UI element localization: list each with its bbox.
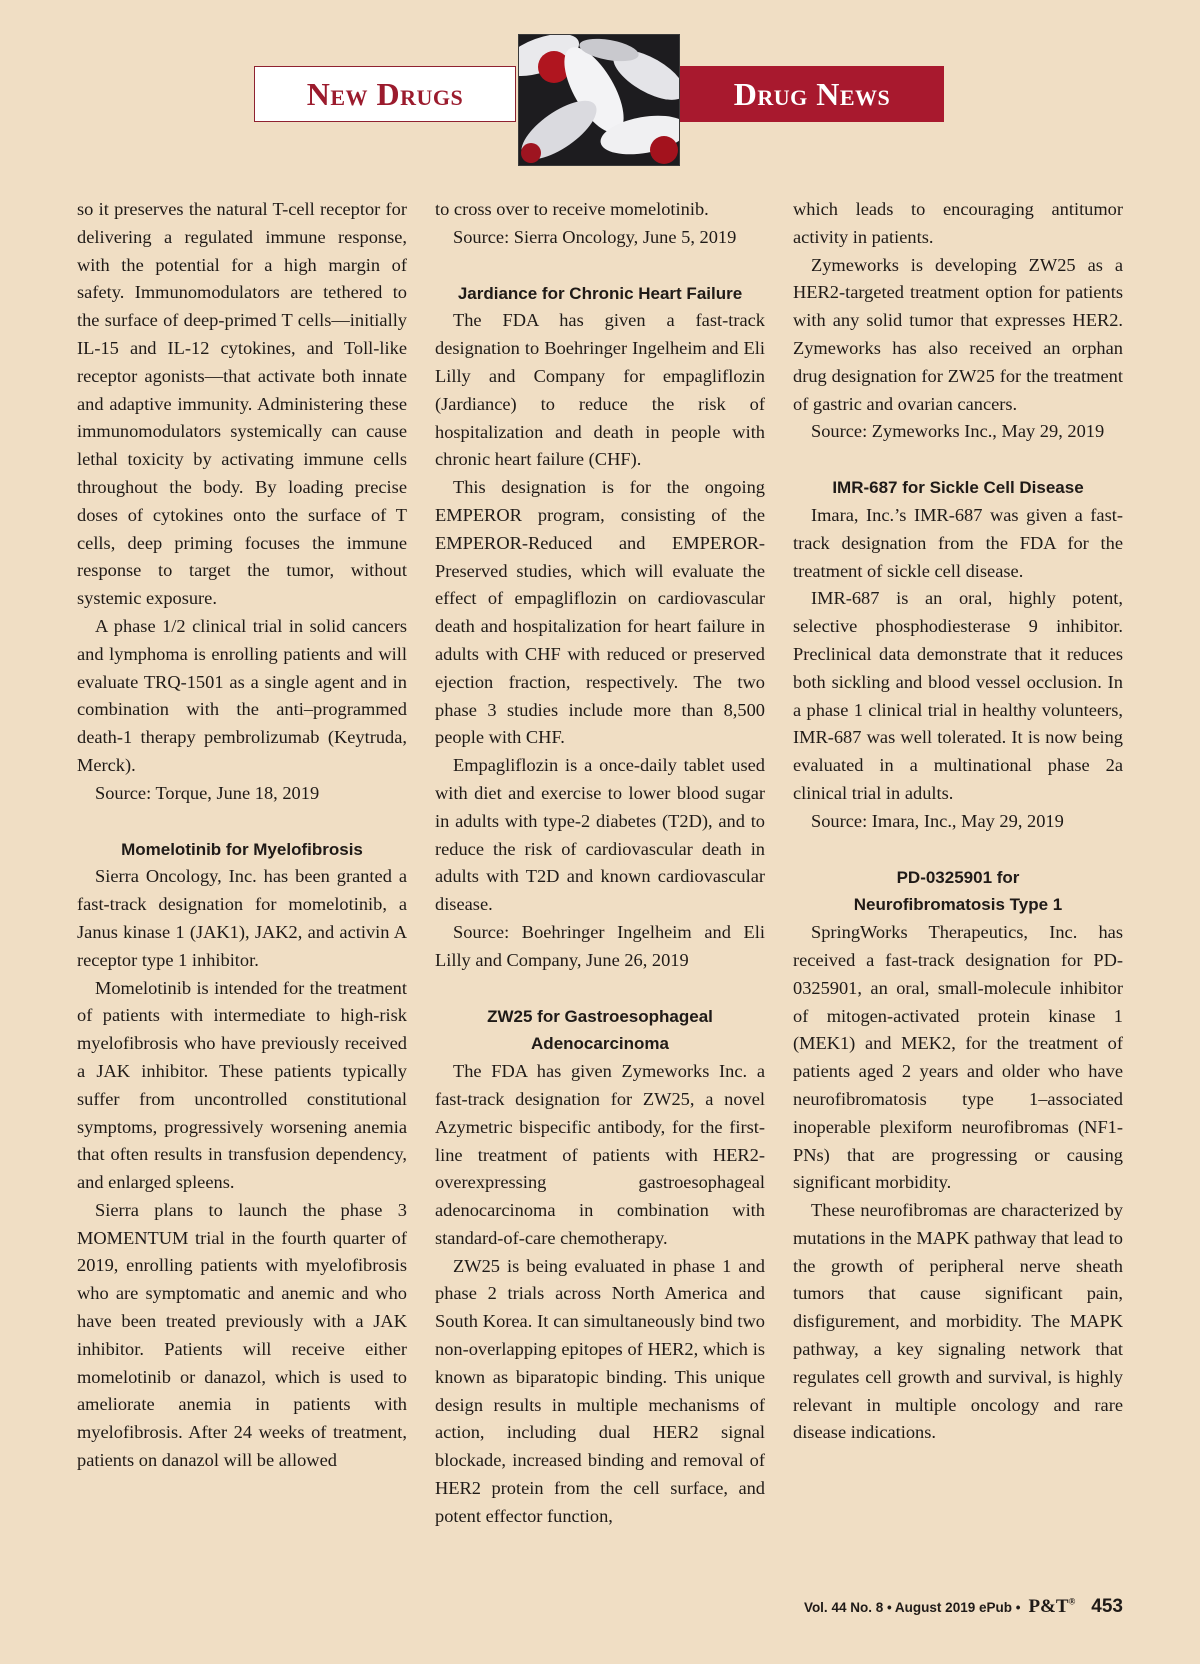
section-heading [793, 864, 1123, 920]
page-footer [804, 1596, 1123, 1624]
journal-name [1028, 1596, 1075, 1618]
paragraph: These neurofibromas are characterized by mutations in the MAPK pathway that lead to the growth of peripheral nerve sheath tumors that cause significant pain, disfigurement, and morbidity. The MAPK pathway, a key signaling network that regulates cell growth and survival, is highly relevant in multiple oncology and rare disease indications. [793, 1200, 1123, 1443]
section-heading: Jardiance for Chronic Heart Failure [457, 283, 743, 303]
paragraph: The FDA has given Zymeworks Inc. a fast-track designation for ZW25, a novel Azymetric bispecific antibody, for the first-line treatment of patients with HER2-overexpressing gastroesophageal adenocarcinoma in combination with standard-of-care chemotherapy. [435, 1061, 765, 1248]
source-line: Source: Imara, Inc., May 29, 2019 [811, 810, 1064, 831]
pills-photo [518, 34, 680, 166]
section-heading-line: Adenocarcinoma [531, 1034, 669, 1054]
section-heading: IMR-687 for Sickle Cell Disease [832, 478, 1084, 498]
paragraph: Sierra Oncology, Inc. has been granted a fast-track designation for momelotinib, a Janus kinase 1 (JAK1), JAK2, and activin A receptor type 1 inhibitor. [77, 866, 407, 970]
page-number: 453 [1091, 1596, 1123, 1617]
paragraph: This designation is for the ongoing EMPEROR program, consisting of the EMPEROR-Reduced and EMPEROR-Preserved studies, which will evaluate the effect of empagliflozin on cardiovascular death and hospitalization for heart failure in adults with CHF with reduced or preserved ejection fraction, respectively. The two phase 3 studies include more than 8,500 people with CHF. [435, 477, 765, 748]
column-2 [435, 196, 765, 1531]
paragraph: so it preserves the natural T-cell receptor for delivering a regulated immune response, with the potential for a high margin of safety. Immunomodulators are tethered to the surface of deep-primed T cells—initially IL-15 and IL-12 cytokines, and Toll-like receptor agonists—that activate both innate and adaptive immunity. Administering these immunomodulators systemically can cause lethal toxicity by activating immune cells throughout the body. By loading precise doses of cytokines onto the surface of T cells, deep priming focuses the immune response to target the tumor, without systemic exposure. [77, 199, 407, 609]
section-label-new-drugs [254, 66, 516, 122]
paragraph: A phase 1/2 clinical trial in solid cancers and lymphoma is enrolling patients and will evaluate TRQ-1501 as a single agent and in combination with the anti–programmed death-1 therapy pembrolizumab (Keytruda, Merck). [77, 615, 407, 775]
paragraph: which leads to encouraging antitumor activity in patients. [793, 199, 1123, 247]
section-heading [435, 1003, 765, 1059]
paragraph: SpringWorks Therapeutics, Inc. has received a fast-track designation for PD-0325901, an oral, small-molecule inhibitor of mitogen-activated protein kinase 1 (MEK1) and MEK2, for the treatment of patients aged 2 years and older who have neurofibromatosis type 1–associated inoperable plexiform neurofibromas (NF1-PNs) that are progressing or causing significant morbidity. [793, 922, 1123, 1193]
section-label-drug-news [680, 66, 944, 122]
source-line: Source: Torque, June 18, 2019 [95, 782, 320, 803]
paragraph: Zymeworks is developing ZW25 as a HER2-targeted treatment option for patients with any solid tumor that expresses HER2. Zymeworks has also received an orphan drug designation for ZW25 for the treatment of gastric and ovarian cancers. [793, 254, 1123, 414]
paragraph: Imara, Inc.’s IMR-687 was given a fast-track designation from the FDA for the treatment of sickle cell disease. [793, 504, 1123, 581]
page-header [0, 0, 1200, 170]
column-3 [793, 196, 1123, 1447]
paragraph: Sierra plans to launch the phase 3 MOMENTUM trial in the fourth quarter of 2019, enrolling patients with myelofibrosis who are symptomatic and anemic and who have been treated previously with a JAK inhibitor. Patients will receive either momelotinib or danazol, which is used to ameliorate anemia in patients with myelofibrosis. After 24 weeks of treatment, patients on danazol will be allowed [77, 1199, 407, 1471]
issue-citation: Vol. 44 No. 8 • August 2019 ePub • [803, 1600, 1021, 1615]
source-line: Source: Sierra Oncology, June 5, 2019 [453, 226, 737, 247]
section-heading-line: PD-0325901 for [896, 867, 1020, 887]
paragraph: Empagliflozin is a once-daily tablet used with diet and exercise to lower blood sugar in adults with type-2 diabetes (T2D), and to reduce the risk of cardiovascular death in adults with T2D and known cardiovascular disease. [435, 755, 765, 915]
paragraph: ZW25 is being evaluated in phase 1 and phase 2 trials across North America and South Korea. It can simultaneously bind two non-overlapping epitopes of HER2, which is known as biparatopic binding. This unique design results in multiple mechanisms of action, including dual HER2 signal blockade, increased binding and removal of HER2 protein from the cell surface, and potent effector function, [435, 1255, 765, 1526]
section-heading: Momelotinib for Myelofibrosis [121, 839, 363, 859]
paragraph: The FDA has given a fast-track designation to Boehringer Ingelheim and Eli Lilly and Company for empagliflozin (Jardiance) to reduce the risk of hospitalization and death in people with chronic heart failure (CHF). [435, 310, 765, 470]
section-heading-line: Neurofibromatosis Type 1 [853, 895, 1063, 915]
paragraph: to cross over to receive momelotinib. [435, 199, 709, 219]
column-1 [77, 196, 407, 1475]
section-heading-line: ZW25 for Gastroesophageal [487, 1006, 713, 1026]
source-line: Source: Boehringer Ingelheim and Eli Lilly and Company, June 26, 2019 [435, 921, 765, 970]
registered-mark: ® [1068, 1596, 1076, 1607]
paragraph: Momelotinib is intended for the treatment of patients with intermediate to high-risk myelofibrosis who have previously received a JAK inhibitor. These patients typically suffer from uncontrolled constitutional symptoms, progressively worsening anemia that often results in transfusion dependency, and enlarged spleens. [77, 977, 407, 1193]
drug-news-title: Drug News [733, 75, 891, 112]
new-drugs-title: New Drugs [306, 75, 464, 112]
journal-title: P&T [1028, 1596, 1069, 1617]
source-line: Source: Zymeworks Inc., May 29, 2019 [811, 421, 1105, 442]
paragraph: IMR-687 is an oral, highly potent, selective phosphodiesterase 9 inhibitor. Preclinical data demonstrate that it reduces both sickling and blood vessel occlusion. In a phase 1 clinical trial in healthy volunteers, IMR-687 was well tolerated. It is now being evaluated in a multinational phase 2a clinical trial in adults. [793, 588, 1123, 803]
